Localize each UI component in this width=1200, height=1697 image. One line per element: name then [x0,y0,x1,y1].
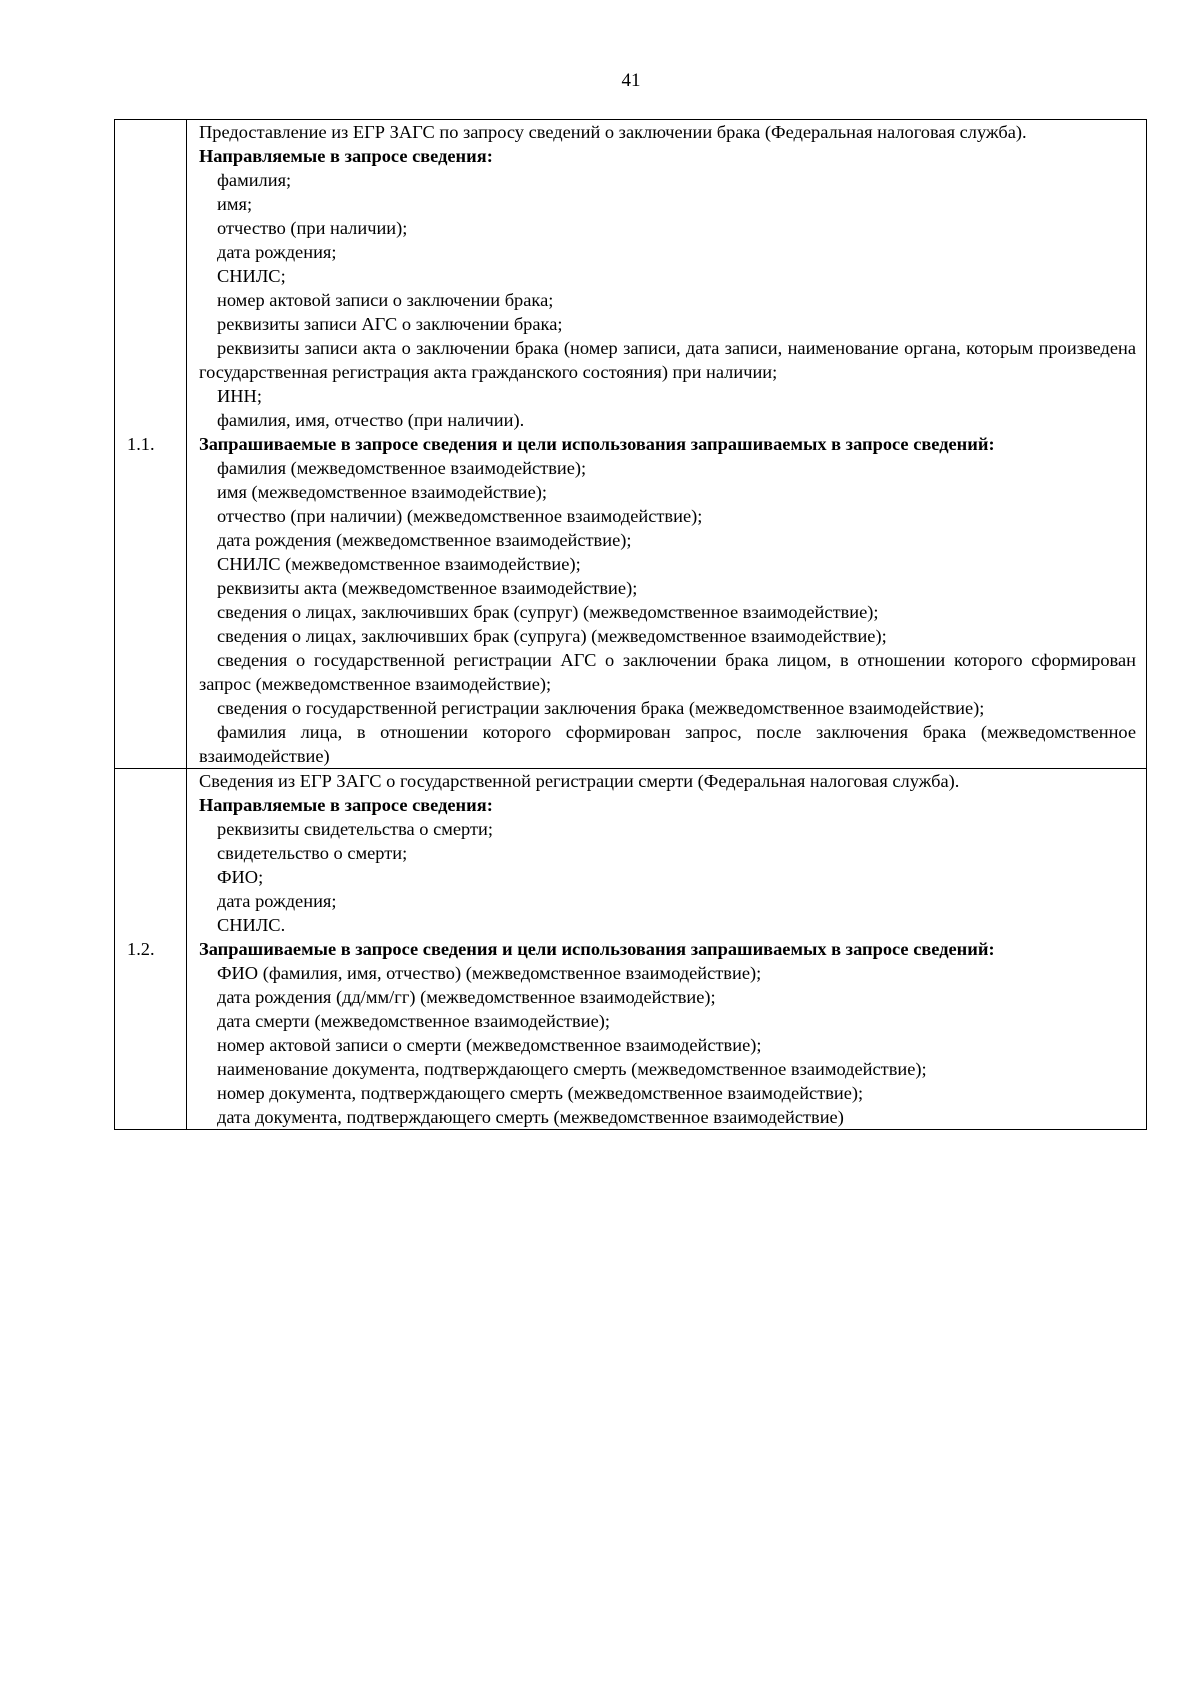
list-item: имя; [217,194,253,214]
list-item: номер актовой записи о заключении брака; [217,290,554,310]
list-item: СНИЛС (межведомственное взаимодействие); [217,554,581,574]
list-item: СНИЛС; [217,266,286,286]
list-item: имя (межведомственное взаимодействие); [217,482,548,502]
list-item: ИНН; [217,386,262,406]
document-table [114,119,1147,1130]
list-item: дата рождения (межведомственное взаимодействие); [217,530,632,550]
requested-heading: Запрашиваемые в запросе сведения и цели использования запрашиваемых в запросе сведений: [199,434,995,454]
table-row [115,120,1147,769]
list-item: сведения о лицах, заключивших брак (супруг) (межведомственное взаимодействие); [217,602,879,622]
list-item: реквизиты записи АГС о заключении брака; [217,314,563,334]
list-item: фамилия (межведомственное взаимодействие); [217,458,587,478]
row-title: Предоставление из ЕГР ЗАГС по запросу сведений о заключении брака (Федеральная налоговая служба). [199,122,1027,142]
sent-heading: Направляемые в запросе сведения: [199,795,493,815]
list-item: ФИО (фамилия, имя, отчество) (межведомственное взаимодействие); [217,963,762,983]
page-number: 41 [621,70,641,91]
list-item: отчество (при наличии); [217,218,408,238]
list-item: дата рождения; [217,891,337,911]
list-item: дата смерти (межведомственное взаимодействие); [217,1011,610,1031]
list-item: фамилия, имя, отчество (при наличии). [217,410,525,430]
list-item: ФИО; [217,867,264,887]
list-item: реквизиты свидетельства о смерти; [217,819,493,839]
list-item: наименование документа, подтверждающего смерть (межведомственное взаимодействие); [217,1059,927,1079]
row-number: 1.1. [115,120,187,769]
list-item: дата рождения (дд/мм/гг) (межведомственное взаимодействие); [217,987,716,1007]
list-item: сведения о государственной регистрации заключения брака (межведомственное взаимодействие); [217,698,985,718]
list-item: СНИЛС. [217,915,286,935]
list-item: сведения о государственной регистрации АГС о заключении брака лицом, в отношении которого сформирован запрос (межведомственное взаимодействие); [199,650,1136,694]
list-item: фамилия лица, в отношении которого сформирован запрос, после заключения брака (межведомственное взаимодействие) [199,722,1136,766]
requested-heading: Запрашиваемые в запросе сведения и цели использования запрашиваемых в запросе сведений: [199,939,995,959]
list-item: дата рождения; [217,242,337,262]
list-item: фамилия; [217,170,292,190]
list-item: реквизиты записи акта о заключении брака (номер записи, дата записи, наименование органа, которым произведена государственная регистрация акта гражданского состояния) при наличии; [199,338,1136,382]
row-title: Сведения из ЕГР ЗАГС о государственной регистрации смерти (Федеральная налоговая служба). [199,771,960,791]
row-content [187,769,1147,1130]
list-item: отчество (при наличии) (межведомственное взаимодействие); [217,506,703,526]
row-content [187,120,1147,769]
row-number: 1.2. [115,769,187,1130]
list-item: номер документа, подтверждающего смерть (межведомственное взаимодействие); [217,1083,864,1103]
list-item: свидетельство о смерти; [217,843,408,863]
table-row [115,769,1147,1130]
sent-heading: Направляемые в запросе сведения: [199,146,493,166]
list-item: дата документа, подтверждающего смерть (межведомственное взаимодействие) [217,1107,844,1127]
list-item: номер актовой записи о смерти (межведомственное взаимодействие); [217,1035,762,1055]
list-item: сведения о лицах, заключивших брак (супруга) (межведомственное взаимодействие); [217,626,887,646]
list-item: реквизиты акта (межведомственное взаимодействие); [217,578,638,598]
